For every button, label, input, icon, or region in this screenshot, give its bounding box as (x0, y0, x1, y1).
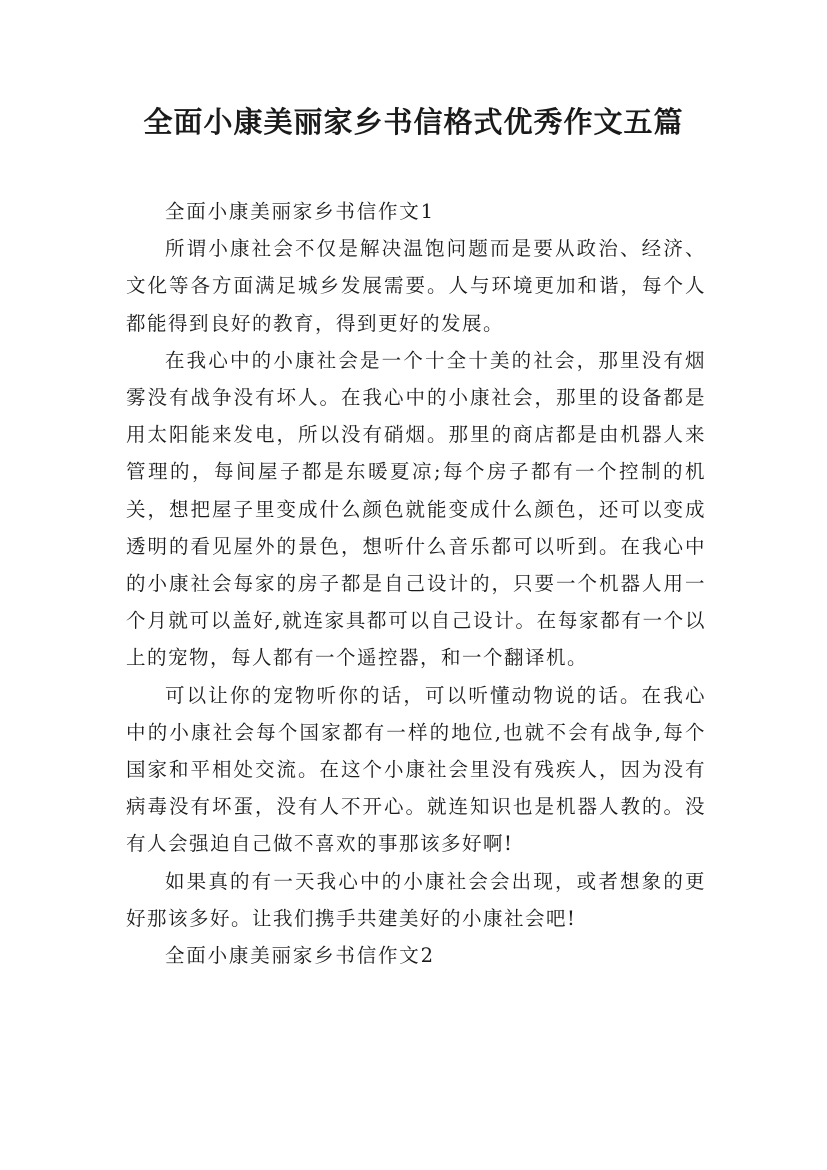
document-title: 全面小康美丽家乡书信格式优秀作文五篇 (143, 105, 684, 139)
paragraph: 所谓小康社会不仅是解决温饱问题而是要从政治、经济、文化等各方面满足城乡发展需要。人与环境更加和谐，每个人都能得到良好的教育，得到更好的发展。 (126, 237, 706, 335)
section-heading-1: 全面小康美丽家乡书信作文1 (165, 200, 435, 223)
paragraph: 可以让你的宠物听你的话，可以听懂动物说的话。在我心中的小康社会每个国家都有一样的地位,也就不会有战争,每个国家和平相处交流。在这个小康社会里没有残疾人，因为没有病毒没有坏蛋，没有人不开心。就连知识也是机器人教的。没有人会强迫自己做不喜欢的事那该多好啊! (126, 683, 706, 856)
document-body (126, 193, 706, 974)
section-heading-2: 全面小康美丽家乡书信作文2 (165, 944, 435, 968)
paragraph: 如果真的有一天我心中的小康社会会出现，或者想象的更好那该多好。让我们携手共建美好的小康社会吧! (126, 869, 706, 930)
paragraph: 在我心中的小康社会是一个十全十美的社会，那里没有烟雾没有战争没有坏人。在我心中的小康社会，那里的设备都是用太阳能来发电，所以没有硝烟。那里的商店都是由机器人来管理的，每间屋子都是东暖夏凉;每个房子都有一个控制的机关，想把屋子里变成什么颜色就能变成什么颜色，还可以变成透明的看见屋外的景色，想听什么音乐都可以听到。在我心中的小康社会每家的房子都是自己设计的，只要一个机器人用一个月就可以盖好,就连家具都可以自己设计。在每家都有一个以上的宠物，每人都有一个遥控器，和一个翻译机。 (126, 348, 706, 670)
